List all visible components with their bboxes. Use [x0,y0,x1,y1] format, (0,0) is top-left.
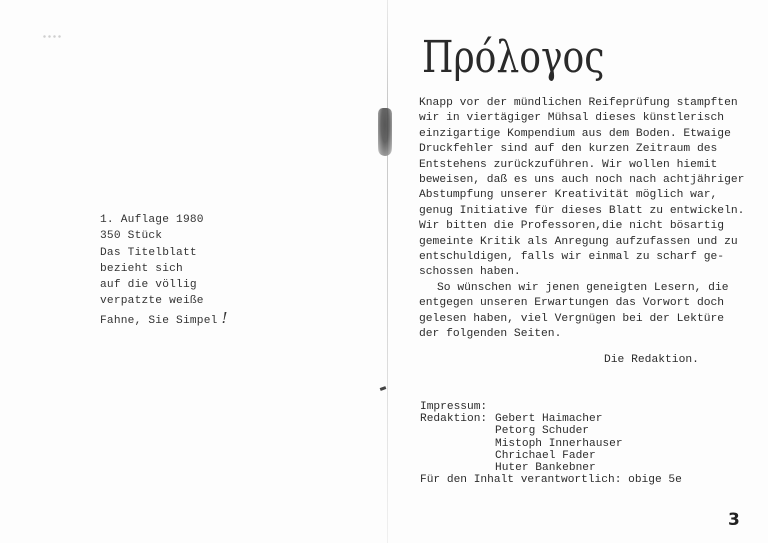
colophon-line: bezieht sich [100,262,183,275]
prologue-line: entgegen unseren Erwartungen das Vorwort doch [419,297,725,310]
prologue-line: der folgenden Seiten. [419,328,562,341]
colophon-line: Fahne, Sie Simpel [100,314,218,327]
colophon-line: 350 Stück [100,230,163,243]
colophon [100,212,228,329]
staple-mark-icon [380,386,387,391]
prologue-line: gemeinte Kritik als Anregung aufzufassen und zu [419,235,738,248]
prologue-line: wir in viertägiger Mühsal dieses künstlerisch [419,112,725,125]
colophon-last-line [100,310,228,329]
prologue-line: Abstumpfung unserer Kreativität möglich war, [419,189,718,202]
scan-specks [42,34,62,40]
impressum-editor-row [420,462,682,474]
editors-label: Redaktion: [420,413,488,426]
prologue-line: gelesen haben, viel Vergnügen bei der Lektüre [419,312,725,325]
editor-name: Petorg Schuder [495,425,589,438]
impressum-editor-row [420,450,682,462]
prologue-line: So wünschen wir jenen geneigten Lesern, die [437,281,729,294]
editor-name: Gebert Haimacher [495,413,603,426]
prologue-line: Entstehens zurückzuführen. Wir wollen hiemit [419,158,718,171]
prologue-line: genug Initiative für dieses Blatt zu entwickeln. [419,204,745,217]
page-title: Πρόλογος [422,32,605,83]
prologue-text [419,96,749,343]
prologue-line: schossen haben. [419,266,521,279]
impressum [420,401,682,486]
impressum-editor-row [420,413,682,425]
prologue-line: Wir bitten die Professoren,die nicht bösartig [419,220,725,233]
impressum-responsibility: Für den Inhalt verantwortlich: obige 5e [420,474,682,487]
impressum-editor-row [420,438,682,450]
colophon-line: Das Titelblatt [100,246,197,259]
editor-name: Chrichael Fader [495,449,596,462]
prologue-line: entschuldigen, falls wir einmal zu scharf ge- [419,251,725,264]
prologue-line: beweisen, daß es uns auch noch nach achtjähriger [419,174,745,187]
prologue-line: Druckfehler sind auf den kurzen Zeitraum des [419,143,718,156]
center-fold [387,0,388,543]
staple-icon [378,108,392,156]
signature: Die Redaktion. [604,354,699,366]
editor-name: Huter Bankebner [495,462,596,475]
impressum-heading: Impressum: [420,401,488,413]
colophon-line: 1. Auflage 1980 [100,214,204,226]
impressum-editor-row [420,425,682,437]
colophon-line: auf die völlig [100,279,197,292]
handwritten-exclamation: ! [221,308,228,327]
colophon-line: verpatzte weiße [100,295,204,308]
prologue-line: einzigartige Kompendium aus dem Boden. Etwaige [419,127,731,140]
page-number: 3 [728,510,740,530]
prologue-line: Knapp vor der mündlichen Reifeprüfung stampften [419,97,738,109]
editor-name: Mistoph Innerhauser [495,437,623,450]
